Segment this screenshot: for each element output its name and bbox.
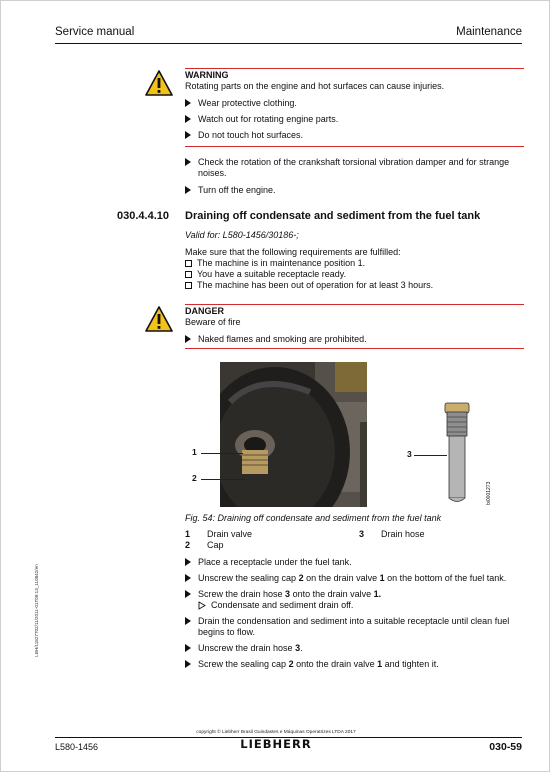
danger-message: Beware of fire [185,317,241,327]
open-arrow-icon [198,601,206,612]
section-number: 030.4.4.10 [117,210,169,222]
legend-item: 3 Drain hose [359,529,425,539]
fuel-tank-photo [220,362,367,507]
arrow-icon [185,660,191,668]
callout-1-line [201,453,243,454]
step-item: Unscrew the drain hose 3. [185,643,525,654]
callout-1: 1 [192,447,197,457]
document-id: LBH/11827702/11/2011-01T09:13_110842/en [34,564,39,657]
arrow-icon [185,335,191,343]
checkbox-icon [185,271,192,278]
callout-2: 2 [192,473,197,483]
legend-item: 2 Cap [185,540,224,550]
callout-3: 3 [407,449,412,459]
step-result: Condensate and sediment drain off. [198,600,353,610]
warning-title: WARNING [185,70,229,80]
valid-for: Valid for: L580-1456/30186-; [185,230,299,240]
arrow-icon [185,115,191,123]
page-header [55,26,522,42]
step-item: Screw the drain hose 3 onto the drain valve 1. [185,589,525,600]
requirement-item: The machine is in maintenance position 1. [185,258,365,268]
header-right: Maintenance [456,26,522,38]
step-item: Check the rotation of the crankshaft torsional vibration damper and for strange noises. [185,157,525,179]
header-rule [55,43,522,44]
warning-item: Watch out for rotating engine parts. [185,114,525,125]
warning-bottom [145,146,524,147]
danger-bottom-rule [185,348,524,349]
callout-2-line [201,479,245,480]
requirement-item: The machine has been out of operation for at least 3 hours. [185,280,433,290]
step-item: Unscrew the sealing cap 2 on the drain valve 1 on the bottom of the fuel tank. [185,573,525,584]
image-id: bi0001273 [486,481,492,505]
header-left: Service manual [55,26,135,38]
warning-bottom-rule [185,146,524,147]
legend-item: 1 Drain valve [185,529,253,539]
step-item: Drain the condensation and sediment into a suitable receptacle until clean fuel begins to flow. [185,616,525,638]
arrow-icon [185,558,191,566]
checkbox-icon [185,260,192,267]
danger-item: Naked flames and smoking are prohibited. [185,334,525,345]
fuel-tank-photo-illustration [220,362,367,507]
section-title: Draining off condensate and sediment from the fuel tank [185,210,481,222]
step-item: Turn off the engine. [185,185,525,196]
arrow-icon [185,574,191,582]
warning-message: Rotating parts on the engine and hot surfaces can cause injuries. [185,81,445,91]
requirements-intro: Make sure that the following requirements are fulfilled: [185,247,401,257]
checkbox-icon [185,282,192,289]
copyright-notice: copyright © Liebherr Brasil Guindastes e Máquinas Operatrizes LTDA 2017 [196,730,356,735]
arrow-icon [185,617,191,625]
arrow-icon [185,186,191,194]
requirement-item: You have a suitable receptacle ready. [185,269,346,279]
arrow-icon [185,590,191,598]
liebherr-logo: LIEBHERR [240,737,312,751]
drain-hose-drawing [421,399,481,507]
warning-item: Do not touch hot surfaces. [185,130,525,141]
model-number: L580-1456 [55,742,99,752]
step-item: Screw the sealing cap 2 onto the drain valve 1 and tighten it. [185,659,525,670]
danger-triangle-icon [145,306,173,332]
arrow-icon [185,158,191,166]
warning-item: Wear protective clothing. [185,98,525,109]
arrow-icon [185,644,191,652]
warning-triangle-icon [145,70,173,96]
step-item: Place a receptacle under the fuel tank. [185,557,525,568]
page-number: 030-59 [489,741,522,753]
arrow-icon [185,131,191,139]
figure-caption: Fig. 54: Draining off condensate and sediment from the fuel tank [185,513,442,523]
warning-top-rule [185,68,524,69]
danger-top-rule [185,304,524,305]
arrow-icon [185,99,191,107]
danger-title: DANGER [185,306,225,316]
